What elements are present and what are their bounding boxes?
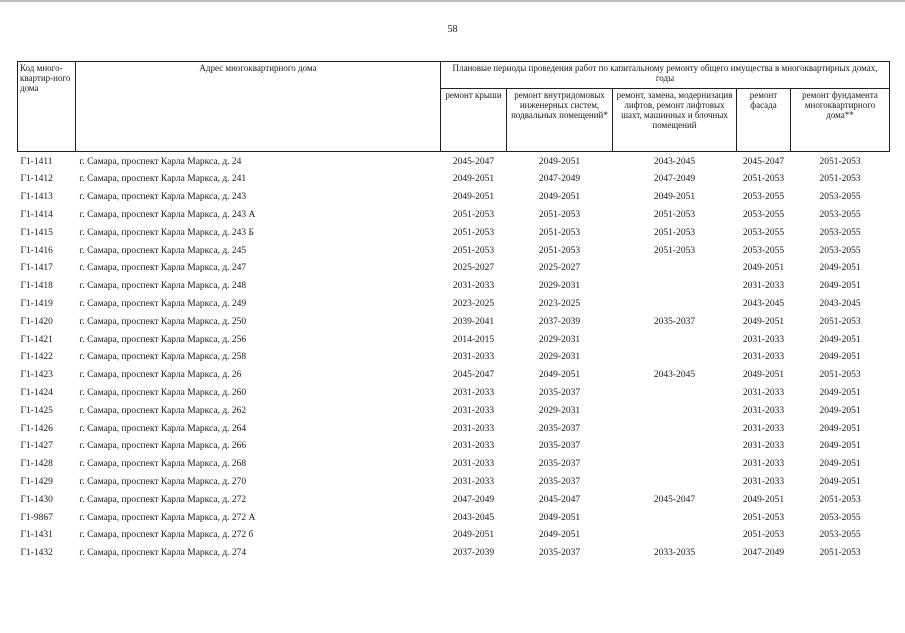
cell-engineering: 2023-2025 — [538, 298, 581, 309]
header-planned-periods: Плановые периоды проведения работ по капитальному ремонту общего имущества в многоквартирных домах, годы — [441, 62, 890, 89]
table-row — [18, 545, 890, 563]
cell-roof: 2051-2053 — [452, 245, 495, 256]
cell-roof: 2049-2051 — [452, 530, 495, 541]
cell-roof: 2023-2025 — [452, 298, 495, 309]
cell-foundation: 2049-2051 — [819, 334, 861, 345]
table-row — [18, 473, 890, 491]
cell-facade: 2051-2053 — [742, 530, 785, 541]
cell-code: Г1-1428 — [20, 459, 53, 470]
cell-code: Г1-1417 — [20, 263, 53, 274]
cell-roof: 2031-2033 — [452, 387, 495, 398]
cell-foundation: 2053-2055 — [819, 512, 861, 523]
cell-code: Г1-1421 — [20, 334, 53, 345]
cell-address: г. Самара, проспект Карла Маркса, д. 243 Б — [79, 227, 255, 238]
table-row — [18, 420, 890, 438]
cell-foundation: 2049-2051 — [819, 441, 861, 452]
cell-engineering: 2049-2051 — [538, 370, 581, 381]
table-row — [18, 242, 890, 260]
cell-roof: 2025-2027 — [452, 263, 495, 274]
cell-foundation: 2049-2051 — [819, 281, 861, 292]
header-address: Адрес многоквартирного дома — [76, 62, 441, 152]
cell-roof: 2047-2049 — [452, 494, 495, 505]
cell-elevators: 2051-2053 — [653, 209, 696, 220]
table-row — [18, 384, 890, 402]
cell-facade: 2031-2033 — [742, 387, 785, 398]
cell-elevators — [613, 260, 737, 278]
cell-facade: 2053-2055 — [742, 227, 785, 238]
cell-elevators — [613, 278, 737, 296]
cell-code: Г1-1422 — [20, 352, 53, 363]
cell-facade: 2049-2051 — [742, 494, 785, 505]
table-row — [18, 491, 890, 509]
cell-address: г. Самара, проспект Карла Маркса, д. 26 — [79, 370, 242, 381]
cell-code: Г1-1416 — [20, 245, 53, 256]
cell-facade: 2031-2033 — [742, 352, 785, 363]
cell-engineering: 2035-2037 — [538, 441, 581, 452]
cell-foundation: 2049-2051 — [819, 405, 861, 416]
cell-address: г. Самара, проспект Карла Маркса, д. 268 — [79, 459, 247, 470]
table-row — [18, 456, 890, 474]
table-row — [18, 331, 890, 349]
table-row — [18, 349, 890, 367]
table-row — [18, 438, 890, 456]
cell-engineering: 2029-2031 — [538, 281, 581, 292]
cell-elevators — [613, 509, 737, 527]
cell-foundation: 2049-2051 — [819, 352, 861, 363]
cell-address: г. Самара, проспект Карла Маркса, д. 256 — [79, 334, 247, 345]
cell-foundation: 2053-2055 — [819, 192, 861, 203]
cell-roof: 2045-2047 — [452, 370, 495, 381]
cell-elevators — [613, 295, 737, 313]
cell-facade: 2049-2051 — [742, 316, 785, 327]
table-row — [18, 527, 890, 545]
cell-facade: 2051-2053 — [742, 512, 785, 523]
table-row — [18, 224, 890, 242]
cell-roof: 2051-2053 — [452, 209, 495, 220]
cell-engineering: 2035-2037 — [538, 548, 581, 559]
table-row — [18, 313, 890, 331]
cell-code: Г1-1426 — [20, 423, 53, 434]
cell-foundation: 2051-2053 — [819, 316, 861, 327]
cell-code: Г1-1423 — [20, 370, 53, 381]
cell-code: Г1-1432 — [20, 548, 53, 559]
cell-elevators: 2047-2049 — [653, 174, 696, 185]
cell-elevators: 2033-2035 — [653, 548, 696, 559]
cell-foundation: 2049-2051 — [819, 387, 861, 398]
cell-engineering: 2029-2031 — [538, 334, 581, 345]
cell-elevators: 2045-2047 — [653, 494, 696, 505]
cell-engineering: 2049-2051 — [538, 192, 581, 203]
cell-engineering: 2035-2037 — [538, 423, 581, 434]
cell-code: Г1-1414 — [20, 209, 53, 220]
cell-elevators — [613, 349, 737, 367]
cell-engineering: 2029-2031 — [538, 405, 581, 416]
cell-foundation: 2051-2053 — [819, 370, 861, 381]
cell-address: г. Самара, проспект Карла Маркса, д. 270 — [79, 476, 247, 487]
cell-code: Г1-1424 — [20, 387, 53, 398]
cell-roof: 2031-2033 — [452, 423, 495, 434]
cell-elevators — [613, 456, 737, 474]
cell-address: г. Самара, проспект Карла Маркса, д. 262 — [79, 405, 247, 416]
cell-facade: 2053-2055 — [742, 209, 785, 220]
cell-code: Г1-1431 — [20, 530, 53, 541]
top-scan-rule — [0, 0, 905, 2]
header-facade: ремонт фасада — [737, 89, 791, 152]
cell-facade: 2031-2033 — [742, 281, 785, 292]
cell-code: Г1-1425 — [20, 405, 53, 416]
cell-facade: 2031-2033 — [742, 459, 785, 470]
table-row — [18, 278, 890, 296]
cell-roof: 2049-2051 — [452, 174, 495, 185]
table-row — [18, 152, 890, 171]
cell-roof: 2031-2033 — [452, 476, 495, 487]
cell-foundation: 2049-2051 — [819, 423, 861, 434]
cell-elevators: 2049-2051 — [653, 192, 696, 203]
cell-elevators — [613, 384, 737, 402]
table-row — [18, 367, 890, 385]
cell-roof: 2031-2033 — [452, 459, 495, 470]
table-row — [18, 206, 890, 224]
cell-facade: 2053-2055 — [742, 192, 785, 203]
cell-elevators — [613, 420, 737, 438]
table-header — [18, 62, 890, 152]
cell-code: Г1-1429 — [20, 476, 53, 487]
capital-repair-table — [17, 61, 890, 562]
cell-foundation: 2053-2055 — [819, 530, 861, 541]
table-body — [18, 152, 890, 563]
cell-facade: 2043-2045 — [742, 298, 785, 309]
table-row — [18, 509, 890, 527]
cell-roof: 2051-2053 — [452, 227, 495, 238]
cell-engineering: 2049-2051 — [538, 156, 581, 167]
cell-engineering: 2051-2053 — [538, 245, 581, 256]
cell-address: г. Самара, проспект Карла Маркса, д. 249 — [79, 298, 247, 309]
cell-foundation: 2051-2053 — [819, 156, 861, 167]
cell-elevators: 2051-2053 — [653, 227, 696, 238]
cell-engineering: 2051-2053 — [538, 209, 581, 220]
cell-code: Г1-1418 — [20, 281, 53, 292]
cell-elevators — [613, 527, 737, 545]
cell-engineering: 2049-2051 — [538, 530, 581, 541]
cell-elevators: 2043-2045 — [653, 156, 696, 167]
cell-engineering: 2029-2031 — [538, 352, 581, 363]
cell-foundation: 2051-2053 — [819, 174, 861, 185]
header-engineering: ремонт внутридомовых инженерных систем, подвальных помещений* — [507, 89, 613, 152]
cell-elevators: 2051-2053 — [653, 245, 696, 256]
cell-roof: 2043-2045 — [452, 512, 495, 523]
cell-engineering: 2051-2053 — [538, 227, 581, 238]
cell-address: г. Самара, проспект Карла Маркса, д. 272 — [79, 494, 247, 505]
cell-elevators — [613, 438, 737, 456]
cell-roof: 2037-2039 — [452, 548, 495, 559]
table-row — [18, 171, 890, 189]
cell-foundation: 2049-2051 — [819, 459, 861, 470]
cell-engineering: 2037-2039 — [538, 316, 581, 327]
cell-address: г. Самара, проспект Карла Маркса, д. 247 — [79, 263, 247, 274]
cell-address: г. Самара, проспект Карла Маркса, д. 250 — [79, 316, 247, 327]
cell-code: Г1-9867 — [20, 512, 53, 523]
table-row — [18, 260, 890, 278]
cell-address: г. Самара, проспект Карла Маркса, д. 245 — [79, 245, 247, 256]
cell-roof: 2031-2033 — [452, 281, 495, 292]
cell-foundation: 2053-2055 — [819, 209, 861, 220]
cell-facade: 2031-2033 — [742, 441, 785, 452]
cell-foundation: 2051-2053 — [819, 494, 861, 505]
header-foundation: ремонт фундамента многоквартирного дома** — [791, 89, 890, 152]
cell-roof: 2031-2033 — [452, 441, 495, 452]
cell-code: Г1-1415 — [20, 227, 53, 238]
cell-address: г. Самара, проспект Карла Маркса, д. 241 — [79, 174, 247, 185]
cell-address: г. Самара, проспект Карла Маркса, д. 266 — [79, 441, 247, 452]
cell-facade: 2031-2033 — [742, 405, 785, 416]
cell-engineering: 2049-2051 — [538, 512, 581, 523]
cell-foundation: 2043-2045 — [819, 298, 861, 309]
cell-engineering: 2035-2037 — [538, 387, 581, 398]
cell-code: Г1-1419 — [20, 298, 53, 309]
cell-foundation: 2049-2051 — [819, 476, 861, 487]
cell-facade: 2049-2051 — [742, 263, 785, 274]
cell-address: г. Самара, проспект Карла Маркса, д. 272 А — [79, 512, 256, 523]
cell-address: г. Самара, проспект Карла Маркса, д. 243 А — [79, 209, 256, 220]
cell-facade: 2031-2033 — [742, 423, 785, 434]
header-elevators: ремонт, замена, модернизация лифтов, ремонт лифтовых шахт, машинных и блочных помещений — [613, 89, 737, 152]
page-number: 58 — [447, 24, 458, 35]
cell-engineering: 2047-2049 — [538, 174, 581, 185]
cell-foundation: 2053-2055 — [819, 227, 861, 238]
cell-address: г. Самара, проспект Карла Маркса, д. 248 — [79, 281, 247, 292]
cell-engineering: 2035-2037 — [538, 476, 581, 487]
cell-address: г. Самара, проспект Карла Маркса, д. 24 — [79, 156, 242, 167]
cell-address: г. Самара, проспект Карла Маркса, д. 260 — [79, 387, 247, 398]
cell-address: г. Самара, проспект Карла Маркса, д. 264 — [79, 423, 247, 434]
header-code: Код много-квартир-ного дома — [18, 62, 76, 152]
cell-engineering: 2025-2027 — [538, 263, 581, 274]
cell-elevators — [613, 473, 737, 491]
cell-foundation: 2053-2055 — [819, 245, 861, 256]
cell-address: г. Самара, проспект Карла Маркса, д. 272 б — [79, 530, 254, 541]
cell-facade: 2045-2047 — [742, 156, 785, 167]
table-row — [18, 189, 890, 207]
cell-facade: 2047-2049 — [742, 548, 785, 559]
cell-facade: 2049-2051 — [742, 370, 785, 381]
cell-facade: 2031-2033 — [742, 334, 785, 345]
cell-code: Г1-1427 — [20, 441, 53, 452]
cell-engineering: 2045-2047 — [538, 494, 581, 505]
cell-roof: 2031-2033 — [452, 352, 495, 363]
cell-roof: 2014-2015 — [452, 334, 495, 345]
cell-elevators: 2043-2045 — [653, 370, 696, 381]
cell-roof: 2039-2041 — [452, 316, 495, 327]
cell-address: г. Самара, проспект Карла Маркса, д. 274 — [79, 548, 247, 559]
cell-code: Г1-1430 — [20, 494, 53, 505]
cell-code: Г1-1412 — [20, 174, 53, 185]
cell-facade: 2031-2033 — [742, 476, 785, 487]
cell-foundation: 2049-2051 — [819, 263, 861, 274]
cell-code: Г1-1420 — [20, 316, 53, 327]
cell-address: г. Самара, проспект Карла Маркса, д. 243 — [79, 192, 247, 203]
cell-roof: 2045-2047 — [452, 156, 495, 167]
cell-elevators — [613, 331, 737, 349]
cell-foundation: 2051-2053 — [819, 548, 861, 559]
cell-facade: 2053-2055 — [742, 245, 785, 256]
table-row — [18, 402, 890, 420]
cell-facade: 2051-2053 — [742, 174, 785, 185]
cell-elevators — [613, 402, 737, 420]
cell-address: г. Самара, проспект Карла Маркса, д. 258 — [79, 352, 247, 363]
cell-code: Г1-1413 — [20, 192, 53, 203]
cell-roof: 2031-2033 — [452, 405, 495, 416]
header-roof: ремонт крыши — [441, 89, 507, 152]
cell-elevators: 2035-2037 — [653, 316, 696, 327]
cell-engineering: 2035-2037 — [538, 459, 581, 470]
table-row — [18, 295, 890, 313]
cell-code: Г1-1411 — [20, 156, 53, 167]
cell-roof: 2049-2051 — [452, 192, 495, 203]
